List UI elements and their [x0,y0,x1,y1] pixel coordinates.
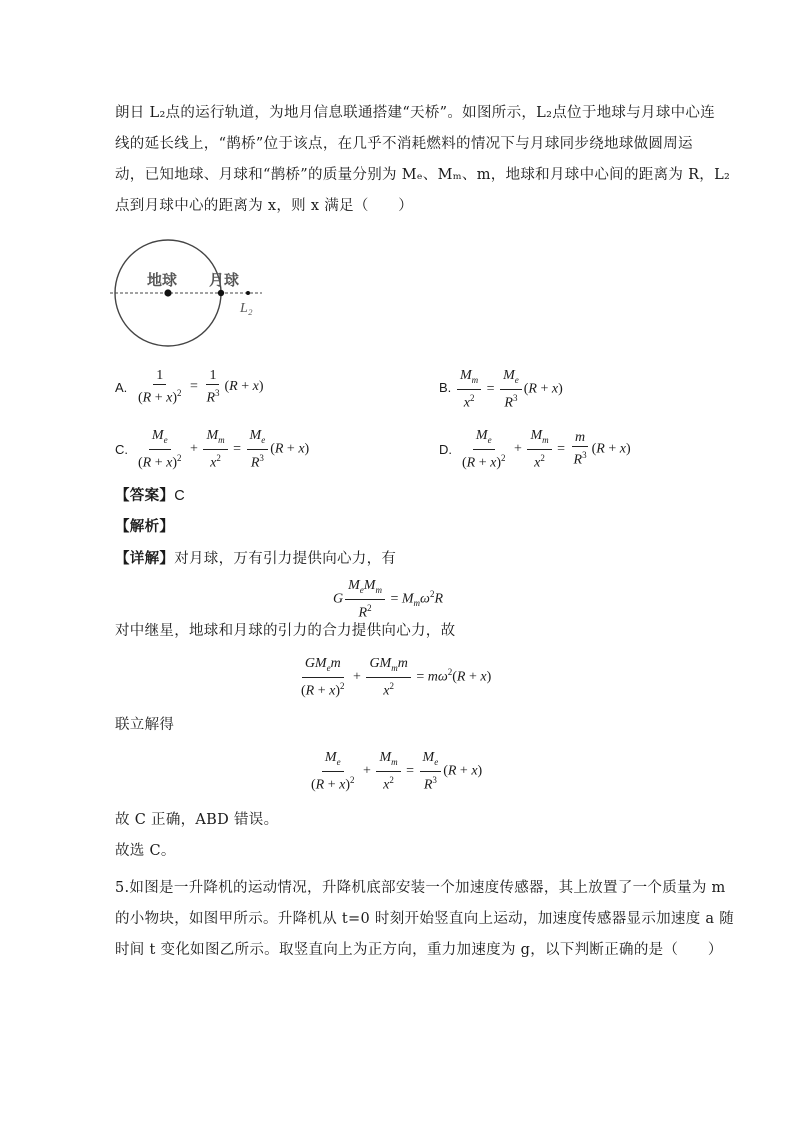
equation-2: $\frac{GM_em}{(R + x)^2}$ + $\frac{GM_mm}{x^2}$ = $m\omega^2(R + x)$ [301,656,492,699]
answer-tag: 【答案】 [115,487,175,504]
answer-value: C [174,488,185,504]
equation-1: G $\frac{M_eM_m}{R^2}$ = $M_m\omega^2R$ [333,578,443,621]
option-c-formula: $\frac{M_e}{(R + x)^2}$ + $\frac{M_m}{x^2}$ = $\frac{M_e}{R^3}$ (R + x) [138,428,310,471]
analysis-heading [115,517,174,537]
detail-line-1 [115,549,396,569]
answer-line [115,486,185,506]
detail-line-5: 故选 C。 [115,843,176,859]
option-a-formula: $\frac{1}{(R + x)^2}$ = $\frac{1}{R^3}$ (R + x) [138,368,264,406]
earth-dot [164,289,171,296]
option-d-label: D. [439,442,452,457]
detail-line-3: 联立解得 [115,717,175,733]
next-question-line-1: 5.如图是一升降机的运动情况，升降机底部安装一个加速度传感器，其上放置了一个质量为 m [115,880,726,896]
detail-line-4: 故 C 正确，ABD 错误。 [115,812,279,828]
question-line-4: 点到月球中心的距离为 x，则 x 满足（ ） [115,198,414,214]
detail-text-1: 对月球，万有引力提供向心力，有 [174,551,397,567]
equation-3: $\frac{M_e}{(R + x)^2}$ + $\frac{M_m}{x^2}$ = $\frac{M_e}{R^3}$ (R + x) [311,750,483,793]
question-line-2: 线的延长线上，“鹊桥”位于该点，在几乎不消耗燃料的情况下与月球同步绕地球做圆周运 [115,136,693,152]
question-line-3: 动，已知地球、月球和“鹊桥”的质量分别为 Mₑ、Mₘ、m，地球和月球中心间的距离为 R，L₂ [115,167,731,183]
earth-label: 地球 [147,271,178,289]
detail-line-2: 对中继星，地球和月球的引力的合力提供向心力，故 [115,623,456,639]
next-question-line-3: 时间 t 变化如图乙所示。取竖直向上为正方向，重力加速度为 g，以下判断正确的是（ ） [115,942,723,958]
detail-tag: 【详解】 [115,550,175,567]
moon-label: 月球 [209,271,240,289]
option-d-formula: $\frac{M_e}{(R + x)^2}$ + $\frac{M_m}{x^2}$ = $\frac{m}{R^3}$ (R + x) [462,428,631,471]
option-b-label: B. [439,380,452,395]
moon-dot [218,290,224,296]
option-a-label: A. [115,380,128,395]
l2-label: L₂ [240,301,253,316]
analysis-tag: 【解析】 [115,518,175,535]
earth-moon-diagram [110,232,270,357]
question-line-1: 朗日 L₂点的运行轨道，为地月信息联通搭建“天桥”。如图所示，L₂点位于地球与月球中心连 [115,105,716,121]
l2-dot [246,291,250,295]
next-question-line-2: 的小物块，如图甲所示。升降机从 t=0 时刻开始竖直向上运动，加速度传感器显示加速度 a 随 [115,911,735,927]
option-b-formula: $\frac{M_m}{x^2}$ = $\frac{M_e}{R^3}$ (R + x) [455,368,563,410]
option-c-label: C. [115,442,128,457]
